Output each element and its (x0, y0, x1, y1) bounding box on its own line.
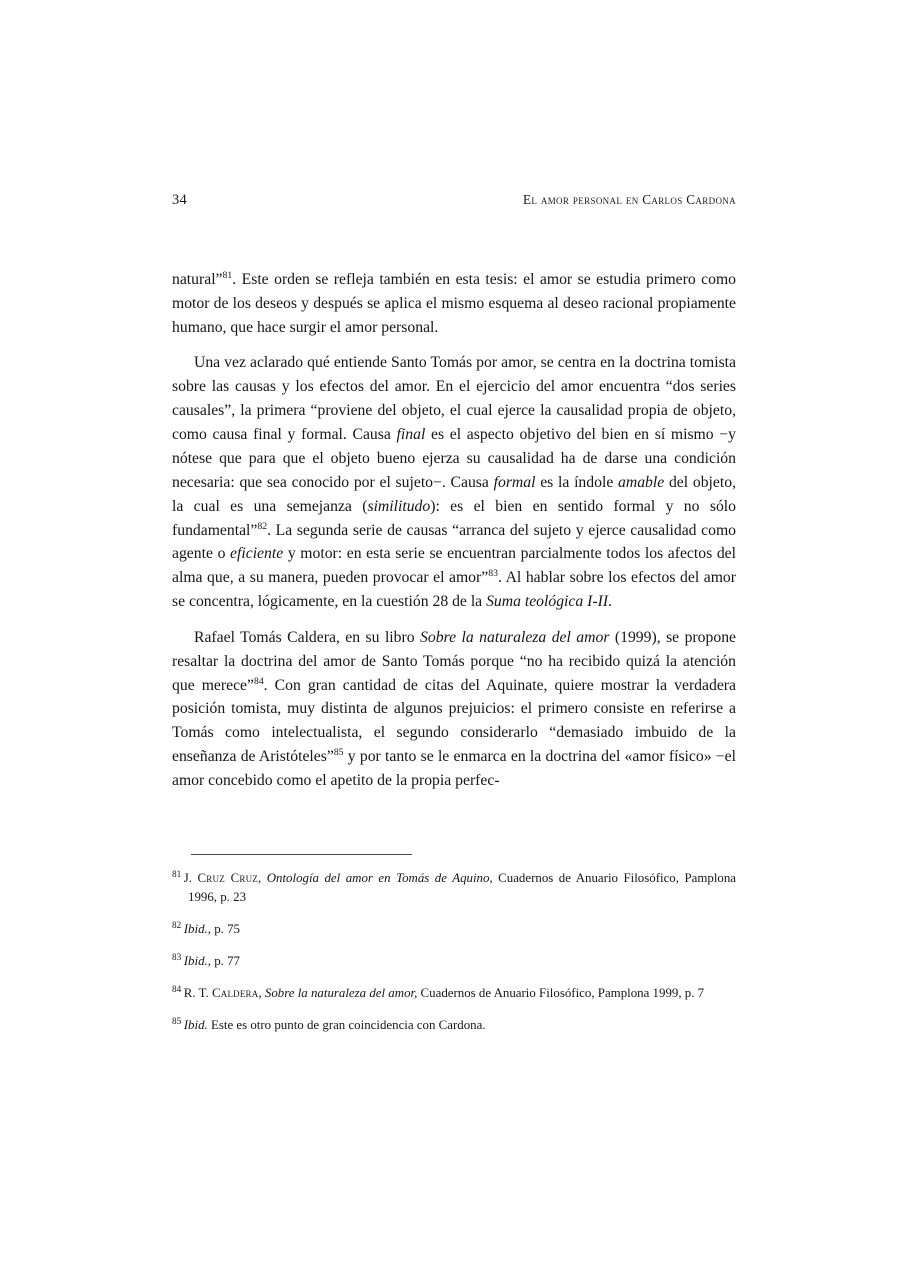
body-paragraph (172, 268, 736, 340)
text-run: y motor: en esta serie se encuentran parcialmente todos los afectos del alma que, a su manera, pueden provocar el amor” (172, 545, 736, 587)
footnote-reference-marker[interactable]: 85 (333, 746, 344, 758)
italic-run: Suma teológica I-II (486, 593, 609, 611)
footnote-entry (172, 869, 736, 908)
small-caps-run: Caldera (211, 986, 259, 1001)
running-head (172, 192, 736, 209)
italic-run: Sobre la naturaleza del amor, (264, 986, 418, 1001)
footnote-number: 85 (172, 1016, 182, 1027)
footnote-entry (172, 920, 736, 939)
footnote-number: 84 (172, 984, 182, 995)
text-run: es el aspecto objetivo del bien en sí mismo −y nótese que para que el objeto bueno ejerza su causalidad ha de darse una condición necesaria: que sea conocido por el sujeto−. Causa (172, 425, 736, 491)
italic-run: amable (618, 473, 665, 491)
page-number: 34 (172, 192, 187, 208)
footnote-number: 81 (172, 869, 182, 880)
italic-run: eficiente (230, 545, 284, 563)
footnote-reference-marker[interactable]: 81 (222, 269, 233, 281)
text-run: , (258, 871, 267, 885)
small-caps-run: Cruz Cruz (197, 871, 258, 885)
text-run: , Cuadernos de Anuario Filosófico, Pamplona 1996, p. 23 (188, 871, 737, 905)
text-run: (1999), se propone resaltar la doctrina del amor de Santo Tomás porque “no ha recibido quizá la atención que merece” (172, 628, 736, 694)
text-run: . La segunda serie de causas “arranca del sujeto y ejerce causalidad como agente o (172, 521, 736, 563)
text-run: . Este orden se refleja también en esta tesis: el amor se estudia primero como motor de los deseos y después se aplica el mismo esquema al deseo racional propiamente humano, que hace surgir el amor personal. (172, 271, 736, 336)
italic-run: Sobre la naturaleza del amor (420, 628, 610, 646)
footnote-separator-rule (191, 854, 412, 855)
text-run: y por tanto se le enmarca en la doctrina del «amor físico» −el amor concebido como el apetito de la propia perfec- (172, 748, 736, 790)
italic-run: Ibid. (183, 954, 208, 969)
text-run: , p. 77 (207, 954, 240, 969)
footnote-reference-marker[interactable]: 83 (488, 568, 498, 580)
footnote-entry (172, 1016, 736, 1035)
text-run: natural” (172, 271, 223, 288)
body-text-block (172, 268, 736, 793)
text-run: Cuadernos de Anuario Filosófico, Pamplona 1999, p. 7 (417, 986, 705, 1001)
footnote-reference-marker[interactable]: 82 (257, 520, 268, 532)
text-run: , p. 75 (207, 922, 240, 937)
italic-run: Ontología del amor en Tomás de Aquino (266, 871, 490, 885)
text-run: , (258, 986, 265, 1001)
text-run: Una vez aclarado qué entiende Santo Tomás por amor, se centra en la doctrina tomista sobre las causas y los efectos del amor. En el ejercicio del amor encuentra “dos series causales”, la primera “proviene del objeto, el cual ejerce la causalidad propia de objeto, como causa final y formal. Causa (172, 354, 736, 443)
text-run: . (608, 593, 612, 611)
italic-run: Ibid. (183, 922, 208, 937)
text-run: del objeto, la cual es una semejanza ( (172, 473, 736, 515)
footnote-entry (172, 984, 736, 1003)
text-run: es la índole (535, 473, 619, 491)
body-paragraph (172, 351, 736, 614)
footnote-number: 82 (172, 921, 182, 932)
text-run: Rafael Tomás Caldera, en su libro (194, 628, 421, 646)
italic-run: Ibid. (183, 1018, 208, 1033)
italic-run: final (396, 425, 426, 443)
footnote-number: 83 (172, 952, 182, 963)
italic-run: similitudo (367, 497, 431, 515)
body-paragraph (172, 626, 736, 793)
italic-run: formal (493, 473, 536, 491)
footnote-list (172, 869, 736, 1035)
footnote-reference-marker[interactable]: 84 (253, 675, 264, 687)
text-run: Este es otro punto de gran coincidencia con Cardona. (207, 1018, 486, 1033)
running-head-title: El amor personal en Carlos Cardona (522, 192, 736, 207)
text-run: . Con gran cantidad de citas del Aquinate, quiere mostrar la verdadera posición tomista, muy distinta de algunos prejuicios: el primero consiste en referirse a Tomás como intelectualista, el segundo considerarlo “demasiado imbuido de la enseñanza de Aristóteles” (172, 676, 736, 766)
text-run: ): es el bien en sentido formal y no sólo fundamental” (172, 497, 736, 539)
text-run: R. T. (183, 986, 212, 1001)
text-run: . Al hablar sobre los efectos del amor se concentra, lógicamente, en la cuestión 28 de la (172, 569, 736, 611)
text-run: J. (183, 871, 198, 885)
footnote-entry (172, 952, 736, 971)
